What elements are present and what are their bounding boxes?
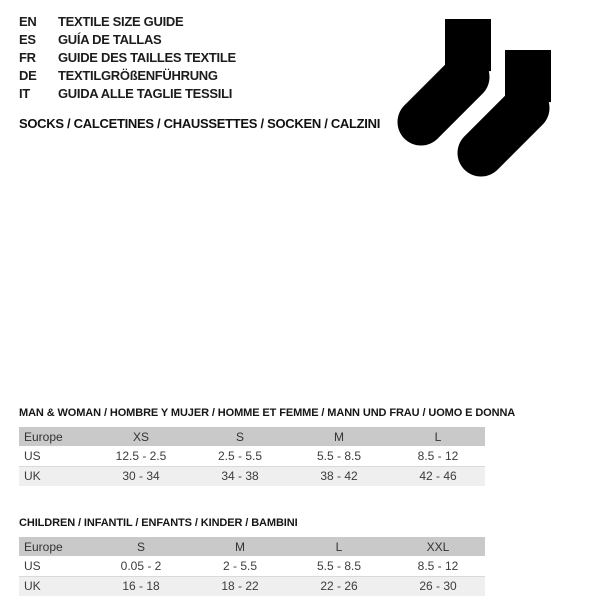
size-chart	[19, 537, 485, 596]
table-row-uk	[19, 466, 485, 486]
category-title: SOCKS / CALCETINES / CHAUSSETTES / SOCKEN / CALZINI	[19, 116, 381, 131]
table-row-us	[19, 556, 485, 576]
size-cell: 22 - 26	[320, 579, 358, 594]
region-cell: US	[24, 448, 41, 463]
language-code: EN	[19, 14, 37, 29]
language-label: TEXTILE SIZE GUIDE	[58, 14, 184, 29]
language-row-it	[19, 85, 236, 103]
language-code: ES	[19, 32, 36, 47]
language-row-en	[19, 13, 236, 31]
column-header-size: S	[235, 429, 244, 444]
children-size-table	[19, 517, 485, 596]
column-header-size: XXL	[426, 539, 450, 554]
region-cell: US	[24, 558, 41, 573]
size-chart	[19, 427, 485, 486]
socks-icon	[385, 10, 575, 188]
language-label: GUÍA DE TALLAS	[58, 32, 162, 47]
man-woman-size-table	[19, 407, 516, 486]
sock-front	[481, 45, 570, 153]
column-header-size: M	[235, 539, 245, 554]
size-cell: 18 - 22	[221, 579, 259, 594]
language-row-de	[19, 67, 236, 85]
column-header-size: S	[136, 539, 145, 554]
size-cell: 8.5 - 12	[417, 448, 459, 463]
size-cell: 2 - 5.5	[222, 558, 258, 573]
table-title: MAN & WOMAN / HOMBRE Y MUJER / HOMME ET FEMME / MANN UND FRAU / UOMO E DONNA	[19, 407, 516, 419]
size-cell: 16 - 18	[122, 579, 160, 594]
size-cell: 8.5 - 12	[417, 558, 459, 573]
language-list	[19, 13, 236, 103]
column-header-europe: Europe	[24, 429, 63, 444]
table-header-row	[19, 427, 485, 446]
size-cell: 30 - 34	[122, 469, 160, 484]
language-label: GUIDA ALLE TAGLIE TESSILI	[58, 86, 233, 101]
column-header-size: L	[434, 429, 442, 444]
language-label: TEXTILGRÖßENFÜHRUNG	[58, 68, 218, 83]
size-cell: 42 - 46	[419, 469, 457, 484]
language-row-fr	[19, 49, 236, 67]
region-cell: UK	[24, 579, 41, 594]
size-cell: 5.5 - 8.5	[316, 558, 362, 573]
language-code: DE	[19, 68, 37, 83]
size-cell: 2.5 - 5.5	[217, 448, 263, 463]
language-row-es	[19, 31, 236, 49]
language-code: FR	[19, 50, 36, 65]
column-header-size: XS	[132, 429, 149, 444]
table-row-uk	[19, 576, 485, 596]
table-row-us	[19, 446, 485, 466]
column-header-europe: Europe	[24, 539, 63, 554]
table-header-row	[19, 537, 485, 556]
language-code: IT	[19, 86, 30, 101]
size-cell: 5.5 - 8.5	[316, 448, 362, 463]
table-title: CHILDREN / INFANTIL / ENFANTS / KINDER / BAMBINI	[19, 517, 298, 529]
size-cell: 26 - 30	[419, 579, 457, 594]
language-label: GUIDE DES TAILLES TEXTILE	[58, 50, 236, 65]
region-cell: UK	[24, 469, 41, 484]
column-header-size: L	[335, 539, 343, 554]
column-header-size: M	[334, 429, 344, 444]
size-cell: 34 - 38	[221, 469, 259, 484]
size-cell: 0.05 - 2	[120, 558, 162, 573]
size-cell: 38 - 42	[320, 469, 358, 484]
size-cell: 12.5 - 2.5	[115, 448, 167, 463]
